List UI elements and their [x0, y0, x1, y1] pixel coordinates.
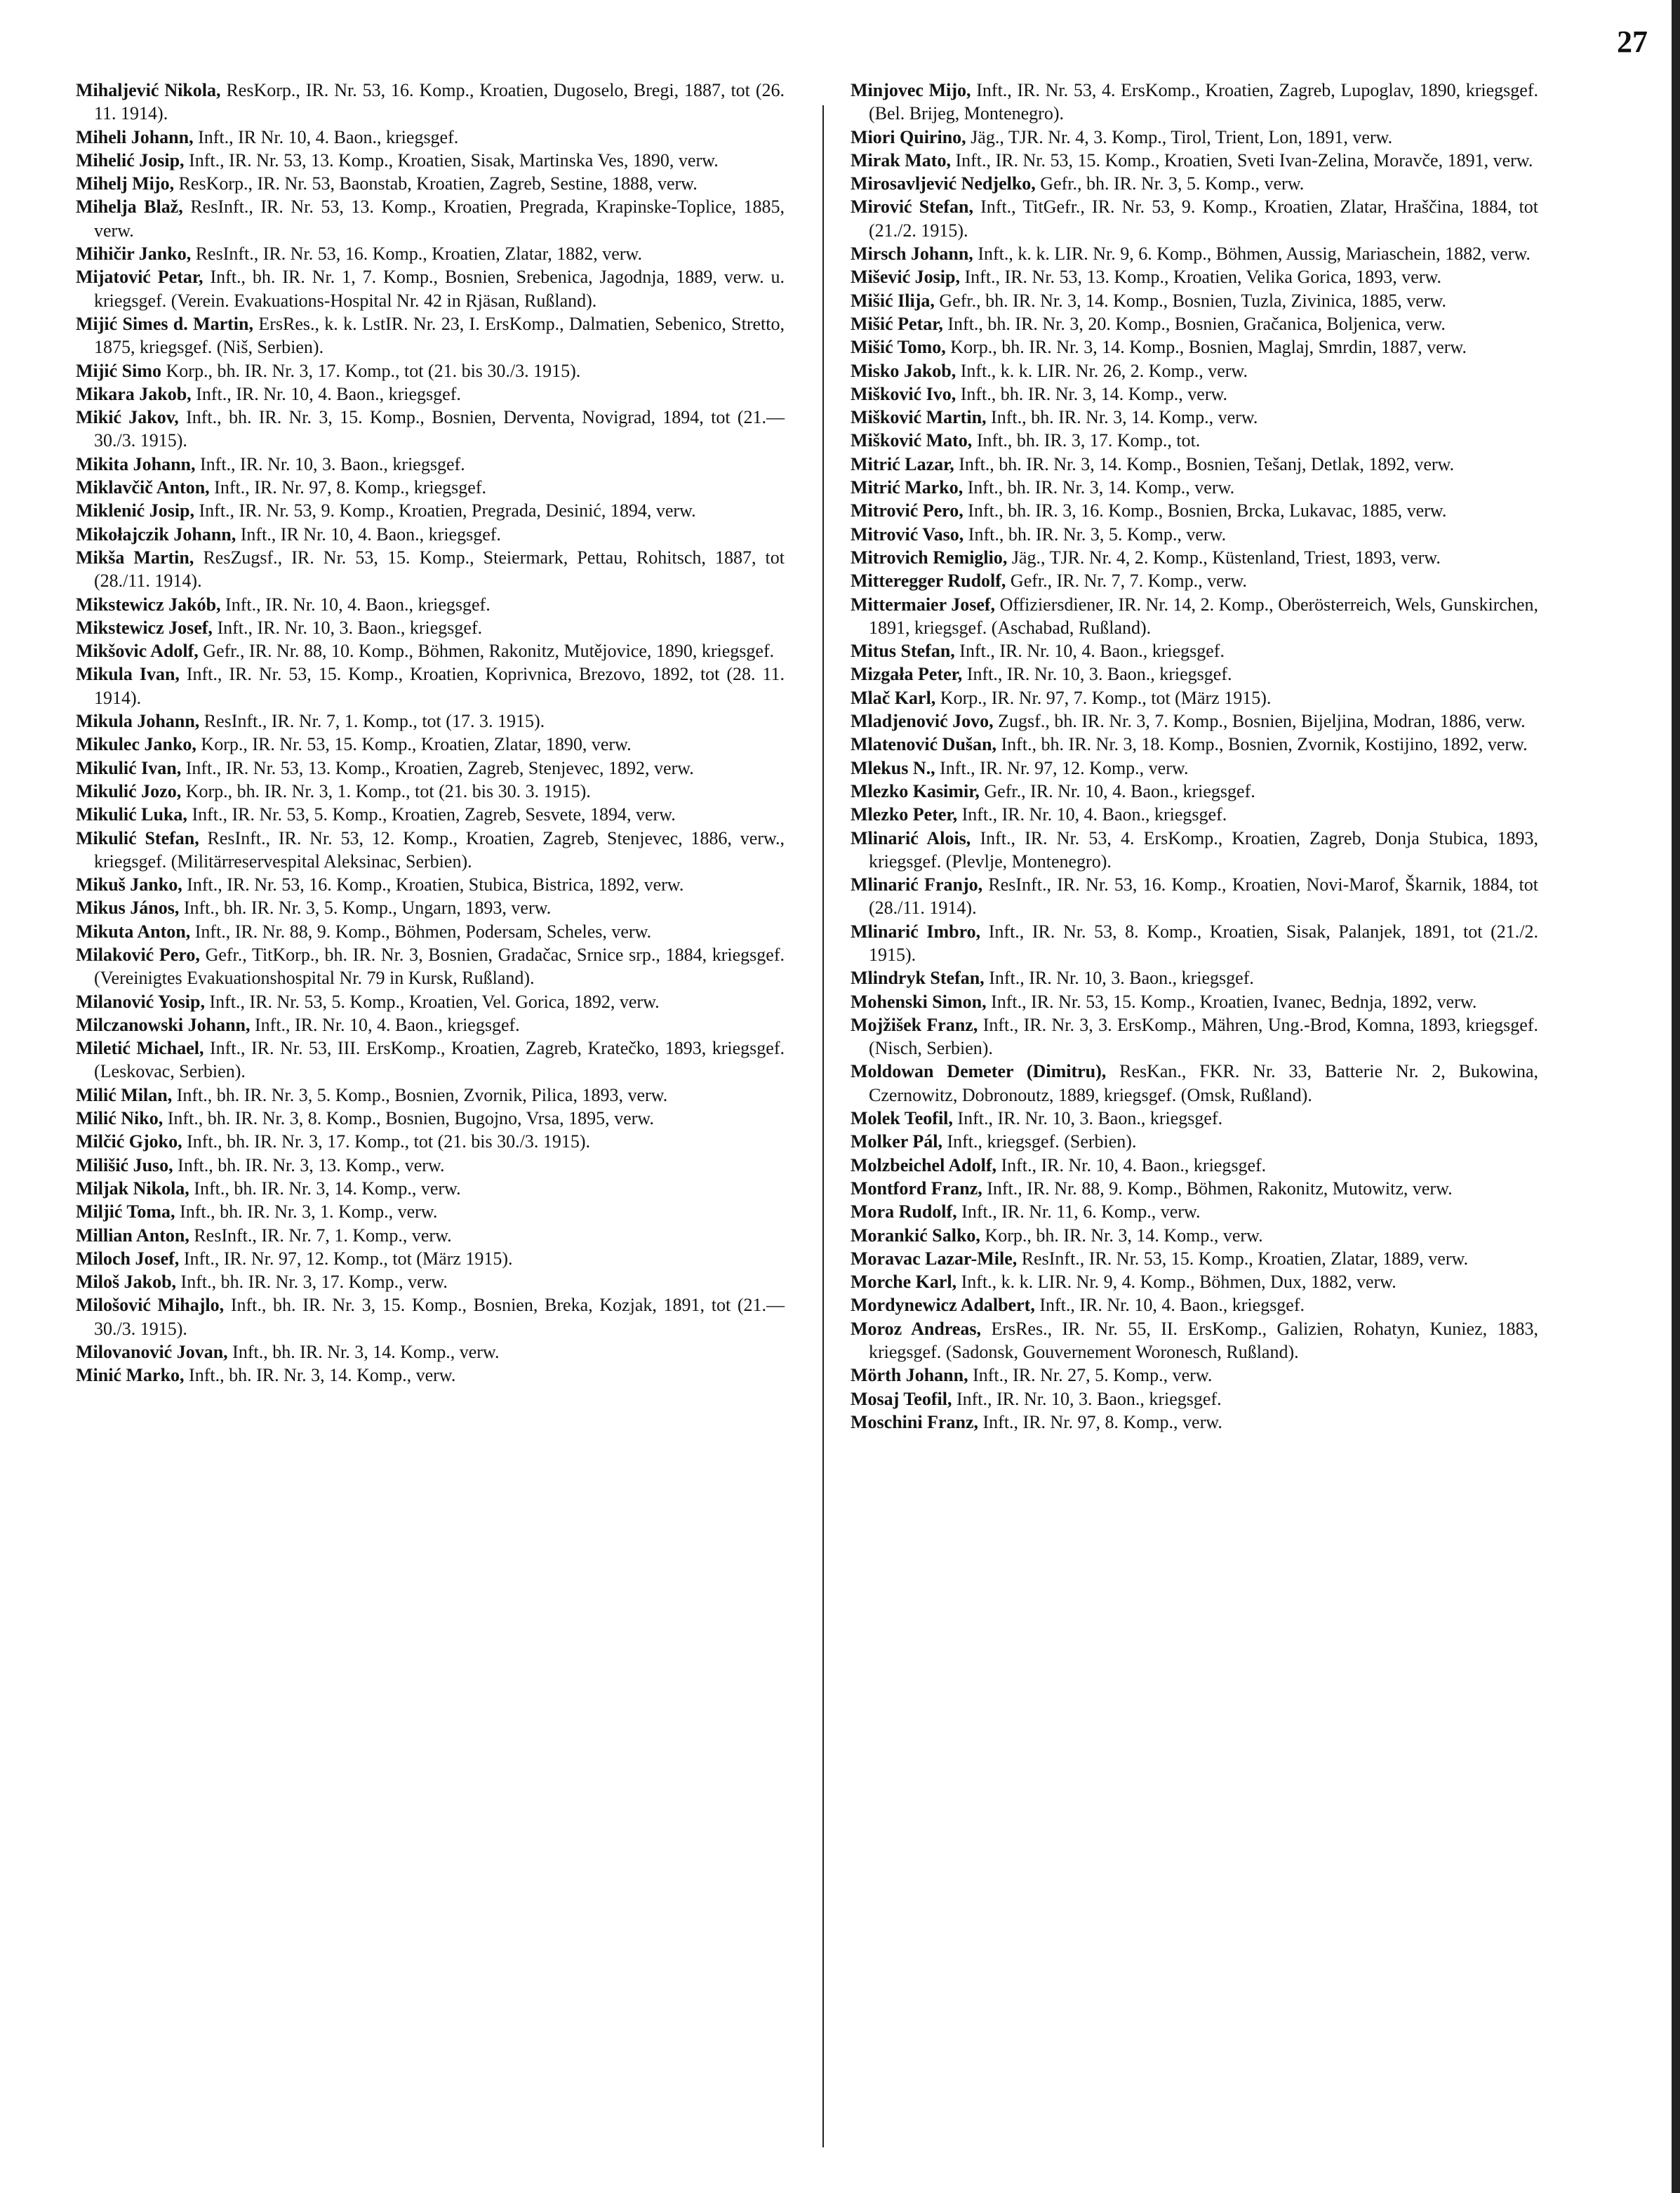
entry-details: Inft., IR. Nr. 53, 4. ErsKomp., Kroatien, Zagreb, Donja Stubica, 1893, kriegsgef. (Plevlje, Montenegro).: [869, 827, 1539, 872]
entry-name: Mikula Johann,: [76, 711, 200, 732]
entry-name: Mijatović Petar,: [76, 267, 204, 288]
entry-details: Inft., IR. Nr. 10, 4. Baon., kriegsgef.: [961, 804, 1227, 825]
register-entry: [76, 453, 785, 476]
entry-details: Jäg., TJR. Nr. 4, 2. Komp., Küstenland, Triest, 1893, verw.: [1011, 547, 1441, 568]
register-entry: [851, 453, 1538, 476]
entry-name: Milaković Pero,: [76, 944, 200, 965]
entry-details: Inft., bh. IR. Nr. 3, 8. Komp., Bosnien, Bugojno, Vrsa, 1895, verw.: [167, 1108, 654, 1129]
entry-name: Molek Teofil,: [851, 1108, 953, 1129]
register-entry: [76, 523, 785, 546]
register-entry: [76, 1364, 785, 1387]
register-entry: [76, 756, 785, 780]
entry-name: Mlač Karl,: [851, 687, 936, 708]
entry-details: ResInft., IR. Nr. 7, 1. Komp., tot (17. 3. 1915).: [204, 711, 545, 732]
register-entry: [76, 242, 785, 265]
entry-name: Moroz Andreas,: [851, 1318, 982, 1339]
entry-name: Mihelj Mijo,: [76, 173, 175, 194]
register-entry: [76, 1177, 785, 1200]
register-entry: [76, 780, 785, 803]
entry-name: Mihaljević Nikola,: [76, 80, 221, 100]
entry-name: Miori Quirino,: [851, 126, 966, 147]
register-entry: [76, 662, 785, 709]
register-entry: [76, 1130, 785, 1153]
entry-details: Offiziersdiener, IR. Nr. 14, 2. Komp., Oberösterreich, Wels, Gunskirchen, 1891, kriegsgef. (Aschabad, Rußland).: [869, 594, 1538, 638]
register-entry: [851, 546, 1538, 569]
entry-name: Mikša Martin,: [76, 547, 194, 568]
register-entry: [851, 569, 1538, 592]
register-entry: [851, 639, 1538, 662]
entry-name: Misko Jakob,: [851, 360, 956, 381]
right-column: [851, 79, 1538, 1434]
entry-details: Korp., IR. Nr. 97, 7. Komp., tot (März 1915).: [940, 687, 1272, 708]
entry-details: Inft., bh. IR. Nr. 3, 18. Komp., Bosnien, Zvornik, Kostijino, 1892, verw.: [1001, 734, 1528, 755]
entry-details: Inft., IR. Nr. 10, 3. Baon., kriegsgef.: [989, 968, 1254, 989]
entry-name: Mikstewicz Jakób,: [76, 594, 221, 615]
entry-name: Mlezko Kasimir,: [851, 780, 980, 801]
entry-details: Inft., IR. Nr. 10, 3. Baon., kriegsgef.: [200, 453, 465, 474]
entry-name: Miheli Johann,: [76, 126, 194, 147]
entry-details: ResKan., FKR. Nr. 33, Batterie Nr. 2, Bukowina, Czernowitz, Dobronoutz, 1889, kriegsgef. (Omsk, Rußland).: [869, 1061, 1538, 1105]
entry-details: Korp., bh. IR. Nr. 3, 1. Komp., tot (21. bis 30. 3. 1915).: [185, 780, 591, 801]
entry-details: Gefr., bh. IR. Nr. 3, 5. Komp., verw.: [1040, 173, 1305, 194]
entry-details: Inft., kriegsgef. (Serbien).: [947, 1131, 1137, 1152]
register-entry: [851, 873, 1538, 920]
entry-name: Mihičir Janko,: [76, 244, 192, 265]
entry-name: Mirsch Johann,: [851, 244, 973, 265]
entry-details: Inft., bh. IR. Nr. 3, 14. Komp., verw.: [194, 1178, 461, 1199]
entry-details: Inft., IR. Nr. 53, 15. Komp., Kroatien, Koprivnica, Brezovo, 1892, tot (28. 11. 1914).: [94, 664, 785, 708]
entry-details: Inft., IR. Nr. 10, 4. Baon., kriegsgef.: [1001, 1154, 1267, 1175]
register-entry: [76, 499, 785, 522]
entry-name: Moravac Lazar-Mile,: [851, 1248, 1018, 1269]
entry-details: ErsRes., k. k. LstIR. Nr. 23, I. ErsKomp., Dalmatien, Sebenico, Stretto, 1875, kriegsgef. (Niš, Serbien).: [94, 313, 785, 358]
entry-name: Miljić Toma,: [76, 1201, 175, 1222]
register-entry: [851, 686, 1538, 709]
entry-details: Inft., IR. Nr. 10, 4. Baon., kriegsgef.: [959, 641, 1225, 662]
entry-details: Inft., k. k. LIR. Nr. 9, 6. Komp., Böhmen, Aussig, Mariaschein, 1882, verw.: [978, 244, 1531, 265]
entry-details: Inft., k. k. LIR. Nr. 9, 4. Komp., Böhmen, Dux, 1882, verw.: [961, 1272, 1396, 1293]
entry-details: Inft., bh. IR. Nr. 3, 14. Komp., verw.: [991, 407, 1258, 428]
entry-name: Milanović Yosip,: [76, 991, 205, 1012]
entry-name: Moschini Franz,: [851, 1411, 978, 1432]
entry-name: Mirak Mato,: [851, 149, 951, 171]
entry-details: Inft., IR. Nr. 97, 12. Komp., verw.: [940, 757, 1189, 778]
register-entry: [851, 382, 1538, 406]
register-entry: [851, 1200, 1538, 1223]
entry-name: Milczanowski Johann,: [76, 1014, 251, 1035]
entry-name: Montford Franz,: [851, 1178, 982, 1199]
entry-details: Korp., bh. IR. Nr. 3, 14. Komp., verw.: [985, 1225, 1263, 1246]
entry-name: Molker Pál,: [851, 1131, 942, 1152]
entry-name: Miljak Nikola,: [76, 1178, 189, 1199]
register-entry: [851, 195, 1538, 242]
entry-name: Mihelja Blaž,: [76, 196, 183, 218]
entry-name: Mora Rudolf,: [851, 1201, 957, 1222]
entry-name: Mišić Tomo,: [851, 337, 946, 358]
entry-details: Inft., bh. IR. Nr. 3, 13. Komp., verw.: [178, 1154, 445, 1175]
entry-name: Mikstewicz Josef,: [76, 617, 213, 638]
entry-details: Inft., bh. IR. Nr. 3, 5. Komp., Bosnien, Zvornik, Pilica, 1893, verw.: [176, 1084, 668, 1105]
register-entry: [851, 1387, 1538, 1411]
entry-details: ResInft., IR. Nr. 53, 12. Komp., Kroatien, Zagreb, Stenjevec, 1886, verw., kriegsgef. (Militärreservespital Aleksinac, Serbien).: [94, 827, 785, 872]
register-entry: [851, 966, 1538, 989]
register-entry: [76, 359, 785, 382]
entry-details: ResInft., IR. Nr. 53, 16. Komp., Kroatien, Novi-Marof, Škarnik, 1884, tot (28./11. 1914).: [869, 874, 1538, 919]
register-entry: [76, 1154, 785, 1177]
entry-name: Mikuta Anton,: [76, 921, 191, 942]
entry-details: Inft., bh. IR. 3, 17. Komp., tot.: [976, 430, 1201, 451]
entry-details: Inft., bh. IR. Nr. 3, 15. Komp., Bosnien, Derventa, Novigrad, 1894, tot (21.—30./3. 1915).: [94, 407, 785, 451]
entry-name: Mikula Ivan,: [76, 664, 180, 685]
register-entry: [76, 79, 785, 126]
entry-details: ResInft., IR. Nr. 53, 15. Komp., Kroatien, Zlatar, 1889, verw.: [1021, 1248, 1469, 1269]
register-entry: [851, 1411, 1538, 1434]
entry-details: ResKorp., IR. Nr. 53, Baonstab, Kroatien, Zagreb, Sestine, 1888, verw.: [178, 173, 698, 194]
entry-name: Miloch Josef,: [76, 1248, 180, 1269]
entry-name: Mitrić Lazar,: [851, 453, 954, 474]
entry-name: Mišić Petar,: [851, 313, 943, 334]
entry-details: Inft., bh. IR. Nr. 3, 14. Komp., Bosnien, Tešanj, Detlak, 1892, verw.: [959, 453, 1455, 474]
entry-details: Inft., IR. Nr. 88, 9. Komp., Böhmen, Rakonitz, Mutowitz, verw.: [987, 1178, 1453, 1199]
entry-name: Millian Anton,: [76, 1225, 189, 1246]
entry-name: Milčić Gjoko,: [76, 1131, 182, 1152]
register-entry: [76, 476, 785, 499]
register-entry: [76, 873, 785, 896]
register-entry: [851, 1013, 1538, 1060]
entry-details: Inft., IR. Nr. 10, 4. Baon., kriegsgef.: [225, 594, 491, 615]
left-column: [76, 79, 785, 1387]
entry-details: Inft., IR. Nr. 10, 3. Baon., kriegsgef.: [956, 1388, 1222, 1409]
entry-details: Gefr., TitKorp., bh. IR. Nr. 3, Bosnien, Gradačac, Srnice srp., 1884, kriegsgef. (Vereinigtes Evakuationshospital Nr. 79 in Kursk, Rußland).: [94, 944, 785, 989]
entry-name: Mikara Jakob,: [76, 383, 192, 404]
entry-name: Mitrović Pero,: [851, 500, 964, 521]
register-entry: [851, 1247, 1538, 1270]
entry-name: Mikšovic Adolf,: [76, 641, 199, 662]
entry-details: Inft., IR. Nr. 53, 13. Komp., Kroatien, Zagreb, Stenjevec, 1892, verw.: [185, 757, 694, 778]
register-entry: [76, 1036, 785, 1084]
entry-details: Inft., IR. Nr. 53, III. ErsKomp., Kroatien, Zagreb, Kratečko, 1893, kriegsgef. (Leskovac, Serbien).: [94, 1038, 785, 1082]
entry-details: Inft., IR. Nr. 53, 5. Komp., Kroatien, Vel. Gorica, 1892, verw.: [209, 991, 660, 1012]
entry-name: Mikulić Luka,: [76, 804, 187, 825]
register-entry: [76, 1293, 785, 1340]
entry-name: Mlinarić Franjo,: [851, 874, 983, 895]
entry-details: Inft., IR Nr. 10, 4. Baon., kriegsgef.: [198, 126, 459, 147]
entry-details: Inft., bh. IR. Nr. 3, 20. Komp., Bosnien, Gračanica, Boljenica, verw.: [947, 313, 1446, 334]
entry-details: Inft., IR. Nr. 27, 5. Komp., verw.: [973, 1365, 1213, 1386]
entry-name: Mihelić Josip,: [76, 149, 185, 171]
entry-name: Mikulić Stefan,: [76, 827, 199, 848]
register-entry: [76, 382, 785, 406]
register-entry: [851, 523, 1538, 546]
register-entry: [76, 265, 785, 312]
entry-details: Inft., IR. Nr. 53, 5. Komp., Kroatien, Zagreb, Sesvete, 1894, verw.: [192, 804, 676, 825]
entry-details: Inft., bh. IR. Nr. 3, 17. Komp., tot (21. bis 30./3. 1915).: [187, 1131, 591, 1152]
entry-details: ResKorp., IR. Nr. 53, 16. Komp., Kroatien, Dugoselo, Bregi, 1887, tot (26. 11. 1914).: [94, 80, 785, 124]
entry-details: Inft., IR. Nr. 11, 6. Komp., verw.: [961, 1201, 1201, 1222]
entry-details: Inft., IR. Nr. 53, 13. Komp., Kroatien, Velika Gorica, 1893, verw.: [964, 267, 1441, 288]
register-entry: [851, 172, 1538, 195]
column-divider: [822, 105, 824, 2147]
entry-name: Mohenski Simon,: [851, 991, 987, 1012]
entry-name: Miklavčič Anton,: [76, 477, 210, 498]
entry-name: Mikus János,: [76, 898, 180, 919]
register-entry: [851, 662, 1538, 686]
entry-details: Inft., bh. IR. 3, 16. Komp., Bosnien, Brcka, Lukavac, 1885, verw.: [968, 500, 1447, 521]
register-entry: [851, 1317, 1538, 1364]
entry-name: Mikulec Janko,: [76, 734, 196, 755]
entry-name: Mizgała Peter,: [851, 664, 963, 685]
entry-details: Inft., IR. Nr. 97, 8. Komp., verw.: [982, 1411, 1222, 1432]
entry-name: Mlezko Peter,: [851, 804, 958, 825]
entry-name: Mladjenović Jovo,: [851, 711, 994, 732]
entry-name: Milić Niko,: [76, 1108, 164, 1129]
register-entry: [76, 1270, 785, 1293]
entry-details: Inft., IR. Nr. 10, 4. Baon., kriegsgef.: [1039, 1295, 1305, 1316]
entry-name: Milić Milan,: [76, 1084, 173, 1105]
entry-name: Mikić Jakov,: [76, 407, 179, 428]
entry-name: Morche Karl,: [851, 1272, 957, 1293]
register-entry: [76, 1013, 785, 1036]
register-entry: [851, 1154, 1538, 1177]
entry-name: Mišić Ilija,: [851, 290, 935, 311]
register-entry: [851, 265, 1538, 288]
entry-details: Korp., IR. Nr. 53, 15. Komp., Kroatien, Zlatar, 1890, verw.: [201, 734, 632, 755]
entry-details: Inft., bh. IR. Nr. 3, 14. Komp., verw.: [232, 1342, 500, 1363]
entry-name: Mirović Stefan,: [851, 196, 973, 218]
entry-details: Inft., IR. Nr. 53, 15. Komp., Kroatien, Ivanec, Bednja, 1892, verw.: [991, 991, 1477, 1012]
entry-details: Inft., IR. Nr. 97, 8. Komp., kriegsgef.: [214, 477, 486, 498]
entry-details: Inft., bh. IR. Nr. 1, 7. Komp., Bosnien, Srebenica, Jagodnja, 1889, verw. u. kriegsgef. (Verein. Evakuations-Hospital Nr. 42 in Rjäsan, Rußland).: [94, 267, 785, 311]
register-entry: [851, 335, 1538, 359]
register-entry: [76, 149, 785, 172]
entry-details: Inft., bh. IR. Nr. 3, 5. Komp., verw.: [968, 524, 1227, 545]
register-entry: [851, 126, 1538, 149]
register-entry: [851, 242, 1538, 265]
entry-name: Milovanović Jovan,: [76, 1342, 228, 1363]
register-entry: [851, 289, 1538, 312]
register-entry: [76, 709, 785, 733]
register-entry: [851, 780, 1538, 803]
entry-name: Mlatenović Dušan,: [851, 734, 996, 755]
entry-details: Zugsf., bh. IR. Nr. 3, 7. Komp., Bosnien, Bijeljina, Modran, 1886, verw.: [998, 711, 1526, 732]
entry-details: Inft., IR. Nr. 10, 3. Baon., kriegsgef.: [966, 664, 1232, 685]
entry-details: Inft., bh. IR. Nr. 3, 14. Komp., verw.: [189, 1365, 456, 1386]
entry-name: Mitrović Vaso,: [851, 524, 964, 545]
register-entry: [76, 312, 785, 359]
entry-details: Korp., bh. IR. Nr. 3, 17. Komp., tot (21. bis 30./3. 1915).: [166, 360, 581, 381]
entry-details: Inft., IR. Nr. 53, 13. Komp., Kroatien, Sisak, Martinska Ves, 1890, verw.: [189, 149, 719, 171]
entry-details: Inft., IR. Nr. 97, 12. Komp., tot (März 1915).: [183, 1248, 513, 1269]
entry-name: Mijić Simes d. Martin,: [76, 313, 253, 334]
register-entry: [76, 920, 785, 943]
entry-name: Mišković Mato,: [851, 430, 973, 451]
register-entry: [851, 476, 1538, 499]
entry-name: Mlekus N.,: [851, 757, 935, 778]
entry-details: Gefr., IR. Nr. 10, 4. Baon., kriegsgef.: [984, 780, 1255, 801]
entry-name: Miklenić Josip,: [76, 500, 195, 521]
register-entry: [76, 1247, 785, 1270]
entry-name: Mordynewicz Adalbert,: [851, 1295, 1035, 1316]
entry-name: Mijić Simo: [76, 360, 162, 381]
register-entry: [76, 593, 785, 616]
register-entry: [76, 896, 785, 919]
register-entry: [76, 1200, 785, 1223]
entry-details: Gefr., IR. Nr. 88, 10. Komp., Böhmen, Rakonitz, Mutějovice, 1890, kriegsgef.: [203, 641, 775, 662]
entry-details: Inft., IR Nr. 10, 4. Baon., kriegsgef.: [240, 524, 501, 545]
entry-details: ResInft., IR. Nr. 53, 16. Komp., Kroatien, Zlatar, 1882, verw.: [195, 244, 643, 265]
entry-details: Inft., IR. Nr. 10, 4. Baon., kriegsgef.: [255, 1014, 520, 1035]
scan-edge: [1672, 0, 1680, 2193]
entry-details: Inft., IR. Nr. 53, 15. Komp., Kroatien, Sveti Ivan-Zelina, Moravče, 1891, verw.: [955, 149, 1533, 171]
entry-details: Inft., IR. Nr. 3, 3. ErsKomp., Mähren, Ung.-Brod, Komna, 1893, kriegsgef. (Nisch, Serbien).: [869, 1014, 1538, 1059]
entry-name: Mikulić Jozo,: [76, 780, 182, 801]
register-entry: [851, 359, 1538, 382]
register-entry: [851, 827, 1538, 874]
entry-details: Inft., IR. Nr. 10, 3. Baon., kriegsgef.: [217, 617, 483, 638]
register-entry: [76, 1224, 785, 1247]
register-entry: [851, 756, 1538, 780]
entry-details: Jäg., TJR. Nr. 4, 3. Komp., Tirol, Trient, Lon, 1891, verw.: [971, 126, 1393, 147]
entry-name: Mörth Johann,: [851, 1365, 968, 1386]
register-entry: [76, 172, 785, 195]
register-entry: [76, 827, 785, 874]
register-entry: [851, 593, 1538, 640]
entry-name: Mitrovich Remiglio,: [851, 547, 1008, 568]
entry-name: Milošović Mihajlo,: [76, 1295, 225, 1316]
entry-name: Molzbeichel Adolf,: [851, 1154, 996, 1175]
register-entry: [76, 1107, 785, 1130]
entry-name: Minić Marko,: [76, 1365, 185, 1386]
entry-details: Inft., IR. Nr. 53, 8. Komp., Kroatien, Sisak, Palanjek, 1891, tot (21./2. 1915).: [869, 921, 1539, 965]
register-entry: [851, 1107, 1538, 1130]
register-entry: [851, 79, 1538, 126]
entry-name: Mitus Stefan,: [851, 641, 955, 662]
entry-details: Gefr., bh. IR. Nr. 3, 14. Komp., Bosnien, Tuzla, Zivinica, 1885, verw.: [939, 290, 1447, 311]
entry-name: Minjovec Mijo,: [851, 80, 971, 100]
register-entry: [851, 1364, 1538, 1387]
register-entry: [76, 1340, 785, 1364]
entry-details: ErsRes., IR. Nr. 55, II. ErsKomp., Galizien, Rohatyn, Kuniez, 1883, kriegsgef. (Sadonsk, Gouvernement Woronesch, Rußland).: [869, 1318, 1538, 1363]
register-entry: [851, 1130, 1538, 1153]
entry-name: Mišković Ivo,: [851, 383, 956, 404]
entry-name: Morankić Salko,: [851, 1225, 980, 1246]
register-entry: [76, 639, 785, 662]
entry-name: Mitrić Marko,: [851, 477, 964, 498]
entry-details: ResZugsf., IR. Nr. 53, 15. Komp., Steiermark, Pettau, Rohitsch, 1887, tot (28./11. 1914).: [94, 547, 785, 592]
entry-details: Inft., bh. IR. Nr. 3, 5. Komp., Ungarn, 1893, verw.: [183, 898, 552, 919]
register-entry: [851, 406, 1538, 429]
entry-details: ResInft., IR. Nr. 53, 13. Komp., Kroatien, Pregrada, Krapinske-Toplice, 1885, verw.: [94, 196, 785, 241]
entry-name: Moldowan Demeter (Dimitru),: [851, 1061, 1107, 1082]
entry-details: ResInft., IR. Nr. 7, 1. Komp., verw.: [194, 1225, 452, 1246]
entry-details: Inft., IR. Nr. 10, 4. Baon., kriegsgef.: [196, 383, 461, 404]
entry-name: Mišević Josip,: [851, 267, 960, 288]
entry-name: Mojžišek Franz,: [851, 1014, 978, 1035]
entry-name: Mlindryk Stefan,: [851, 968, 985, 989]
register-entry: [851, 733, 1538, 756]
entry-details: Inft., bh. IR. Nr. 3, 14. Komp., verw.: [960, 383, 1228, 404]
entry-name: Miletić Michael,: [76, 1038, 204, 1059]
register-entry: [851, 429, 1538, 452]
entry-name: Mittermaier Josef,: [851, 594, 996, 615]
entry-details: Inft., IR. Nr. 53, 4. ErsKomp., Kroatien, Zagreb, Lupoglav, 1890, kriegsgef. (Bel. Brijeg, Montenegro).: [869, 80, 1538, 124]
entry-details: Inft., IR. Nr. 53, 9. Komp., Kroatien, Pregrada, Desinić, 1894, verw.: [199, 500, 696, 521]
entry-details: Inft., bh. IR. Nr. 3, 15. Komp., Bosnien, Breka, Kozjak, 1891, tot (21.—30./3. 1915).: [94, 1295, 785, 1339]
entry-name: Milišić Juso,: [76, 1154, 173, 1175]
entry-name: Mikulić Ivan,: [76, 757, 182, 778]
entry-name: Miloš Jakob,: [76, 1272, 177, 1293]
register-entry: [76, 803, 785, 826]
register-entry: [851, 990, 1538, 1013]
entry-details: Inft., bh. IR. Nr. 3, 14. Komp., verw.: [967, 477, 1235, 498]
register-entry: [851, 1177, 1538, 1200]
entry-name: Mosaj Teofil,: [851, 1388, 952, 1409]
register-entry: [76, 990, 785, 1013]
page-number: 27: [1617, 25, 1648, 59]
register-entry: [851, 1224, 1538, 1247]
register-entry: [76, 126, 785, 149]
register-entry: [851, 312, 1538, 335]
entry-details: Inft., bh. IR. Nr. 3, 1. Komp., verw.: [180, 1201, 438, 1222]
register-entry: [76, 1084, 785, 1107]
register-entry: [851, 920, 1538, 967]
entry-name: Mlinarić Imbro,: [851, 921, 981, 942]
register-entry: [76, 616, 785, 639]
register-entry: [851, 1293, 1538, 1317]
register-entry: [76, 406, 785, 453]
entry-details: Korp., bh. IR. Nr. 3, 14. Komp., Bosnien, Maglaj, Smrdin, 1887, verw.: [950, 337, 1467, 358]
entry-name: Mikita Johann,: [76, 453, 196, 474]
entry-details: Inft., k. k. LIR. Nr. 26, 2. Komp., verw.: [960, 360, 1248, 381]
entry-details: Inft., IR. Nr. 88, 9. Komp., Böhmen, Podersam, Scheles, verw.: [194, 921, 652, 942]
register-entry: [76, 195, 785, 242]
entry-details: Inft., IR. Nr. 10, 3. Baon., kriegsgef.: [957, 1108, 1223, 1129]
register-entry: [851, 1270, 1538, 1293]
entry-details: Inft., IR. Nr. 53, 16. Komp., Kroatien, Stubica, Bistrica, 1892, verw.: [187, 874, 684, 895]
register-entry: [76, 546, 785, 593]
register-entry: [851, 1060, 1538, 1107]
entry-name: Mitteregger Rudolf,: [851, 571, 1006, 592]
register-entry: [76, 733, 785, 756]
entry-name: Mišković Martin,: [851, 407, 987, 428]
register-entry: [851, 709, 1538, 733]
register-entry: [851, 803, 1538, 826]
entry-name: Mirosavljević Nedjelko,: [851, 173, 1036, 194]
register-entry: [851, 499, 1538, 522]
entry-details: Gefr., IR. Nr. 7, 7. Komp., verw.: [1010, 571, 1247, 592]
register-entry: [76, 943, 785, 990]
register-entry: [851, 149, 1538, 172]
entry-details: Inft., bh. IR. Nr. 3, 17. Komp., verw.: [180, 1272, 448, 1293]
entry-name: Mikołajczik Johann,: [76, 524, 236, 545]
entry-name: Mikuš Janko,: [76, 874, 182, 895]
entry-details: Inft., TitGefr., IR. Nr. 53, 9. Komp., Kroatien, Zlatar, Hraščina, 1884, tot (21./2. 1915).: [869, 196, 1539, 241]
entry-name: Mlinarić Alois,: [851, 827, 971, 848]
